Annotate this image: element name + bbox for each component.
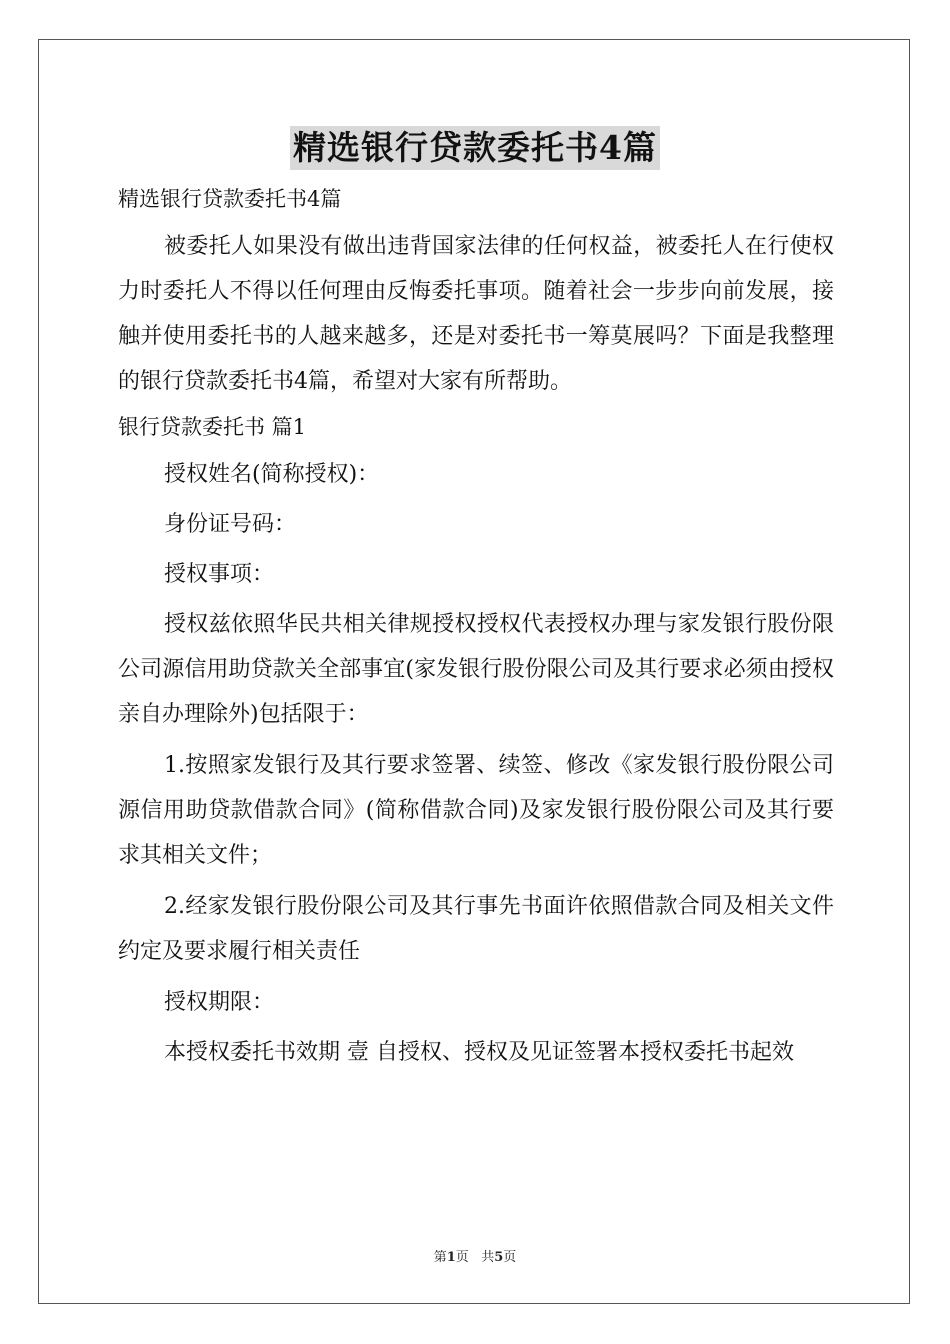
document-body bbox=[118, 180, 834, 1075]
intro-paragraph: 被委托人如果没有做出违背国家法律的任何权益，被委托人在行使权力时委托人不得以任何理由反悔委托事项。随着社会一步步向前发展，接触并使用委托书的人越来越多，还是对委托书一筹莫展吗？下面是我整理的银行贷款委托书4篇，希望对大家有所帮助。 bbox=[118, 234, 834, 394]
auth-matters-label: 授权事项： bbox=[164, 562, 275, 587]
footer-current-page: 1 bbox=[446, 1250, 456, 1265]
title-container bbox=[0, 126, 950, 170]
footer-total-pages: 5 bbox=[494, 1250, 504, 1265]
auth-period-label: 授权期限： bbox=[164, 990, 275, 1015]
section-heading: 银行贷款委托书 篇1 bbox=[118, 415, 307, 439]
footer-page-word: 页 bbox=[455, 1250, 469, 1265]
auth-matters-body: 授权兹依照华民共相关律规授权授权代表授权办理与家发银行股份限公司源信用助贷款关全部事宜(家发银行股份限公司及其行要求必须由授权亲自办理除外)包括限于： bbox=[118, 612, 834, 727]
footer-total-prefix: 共 bbox=[481, 1250, 495, 1265]
id-number-field: 身份证号码： bbox=[164, 512, 297, 537]
page-footer bbox=[0, 1246, 950, 1265]
auth-period-body: 本授权委托书效期 壹 自授权、授权及见证签署本授权委托书起效 bbox=[164, 1040, 794, 1065]
auth-item-1: 1.按照家发银行及其行要求签署、续签、修改《家发银行股份限公司源信用助贷款借款合同》(简称借款合同)及家发银行股份限公司及其行要求其相关文件； bbox=[118, 753, 834, 868]
auth-item-2: 2.经家发银行股份限公司及其行事先书面许依照借款合同及相关文件约定及要求履行相关责任 bbox=[118, 894, 834, 964]
document-title: 精选银行贷款委托书4篇 bbox=[290, 126, 660, 170]
document-subtitle: 精选银行贷款委托书4篇 bbox=[118, 187, 342, 211]
footer-prefix: 第 bbox=[433, 1250, 447, 1265]
authorizer-name-field: 授权姓名(简称授权)： bbox=[164, 462, 380, 487]
footer-total-suffix: 页 bbox=[503, 1250, 517, 1265]
